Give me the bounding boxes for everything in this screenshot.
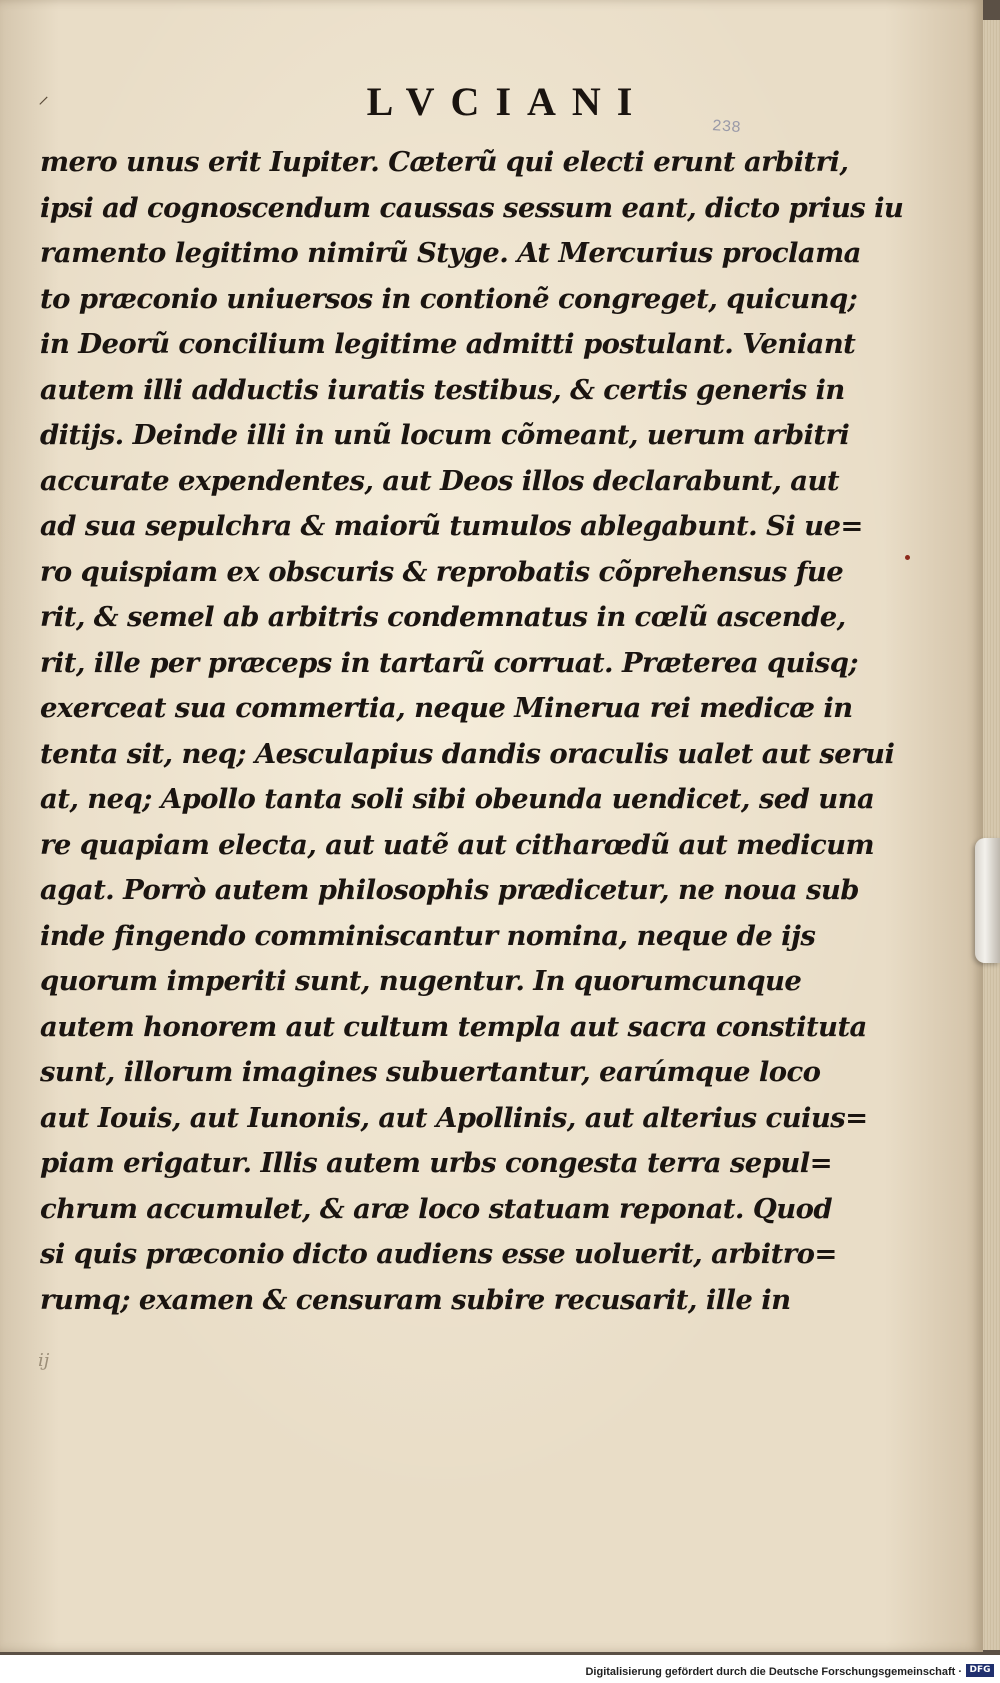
- text-line: tenta sit, neq; Aesculapius dandis oraculis ualet aut serui: [40, 737, 895, 770]
- signature-mark: ij: [38, 1350, 50, 1371]
- footer-credit: Digitalisierung gefördert durch die Deutsche Forschungsgemeinschaft ·: [585, 1666, 962, 1678]
- text-line: autem illi adductis iuratis testibus, & certis generis in: [40, 373, 845, 406]
- text-line: mero unus erit Iupiter. Cæterũ qui electi erunt arbitri,: [40, 146, 849, 178]
- text-line: inde fingendo comminiscantur nomina, neque de ijs: [40, 919, 816, 952]
- text-line: si quis præconio dicto audiens esse uoluerit, arbitro=: [40, 1238, 837, 1270]
- text-line: sunt, illorum imagines subuertantur, earúmque loco: [40, 1056, 821, 1088]
- dfg-logo: DFG: [966, 1664, 994, 1677]
- text-line: ditijs. Deinde illi in unũ locum cõmeant, uerum arbitri: [40, 419, 850, 451]
- text-line: rit, & semel ab arbitris condemnatus in cœlũ ascende,: [40, 601, 846, 633]
- text-line: rit, ille per præceps in tartarũ corruat. Præterea quisq;: [40, 646, 858, 679]
- footer-bar: [0, 1660, 1000, 1683]
- text-line: autem honorem aut cultum templa aut sacra constituta: [40, 1010, 867, 1043]
- text-line: agat. Porrò autem philosophis prædicetur, ne noua sub: [40, 874, 859, 906]
- text-block: [40, 140, 904, 1323]
- text-line: rumq; examen & censuram subire recusarit, ille in: [40, 1283, 791, 1316]
- clip-icon: [975, 838, 1000, 963]
- text-line: accurate expendentes, aut Deos illos declarabunt, aut: [40, 464, 839, 497]
- text-line: ad sua sepulchra & maiorũ tumulos ablegabunt. Si ue=: [40, 510, 863, 542]
- text-line: re quapiam electa, aut uatẽ aut citharœdũ aut medicum: [40, 828, 875, 861]
- pencil-mark-icon: ⸝: [38, 83, 50, 108]
- text-line: chrum accumulet, & aræ loco statuam reponat. Quod: [40, 1192, 832, 1225]
- text-line: exerceat sua commertia, neque Minerua rei medicæ in: [40, 692, 853, 724]
- text-line: in Deorũ concilium legitime admitti postulant. Veniant: [40, 328, 856, 360]
- text-line: ramento legitimo nimirũ Styge. At Mercurius proclama: [40, 237, 861, 269]
- text-line: ipsi ad cognoscendum caussas sessum eant, dicto prius iu: [40, 191, 904, 224]
- folio-number: 238: [711, 117, 742, 137]
- page-edge: [983, 20, 1000, 1650]
- text-line: piam erigatur. Illis autem urbs congesta terra sepul=: [40, 1147, 833, 1179]
- ink-spot-icon: [905, 555, 910, 560]
- text-line: ro quispiam ex obscuris & reprobatis cõprehensus fue: [40, 555, 844, 588]
- text-line: to præconio uniuersos in contionẽ congreget, quicunq;: [40, 282, 858, 315]
- text-line: quorum imperiti sunt, nugentur. In quorumcunque: [40, 965, 802, 997]
- text-line: aut Iouis, aut Iunonis, aut Apollinis, aut alterius cuius=: [40, 1101, 868, 1134]
- text-line: at, neq; Apollo tanta soli sibi obeunda uendicet, sed una: [40, 783, 875, 815]
- running-head: LVCIANI: [366, 79, 649, 124]
